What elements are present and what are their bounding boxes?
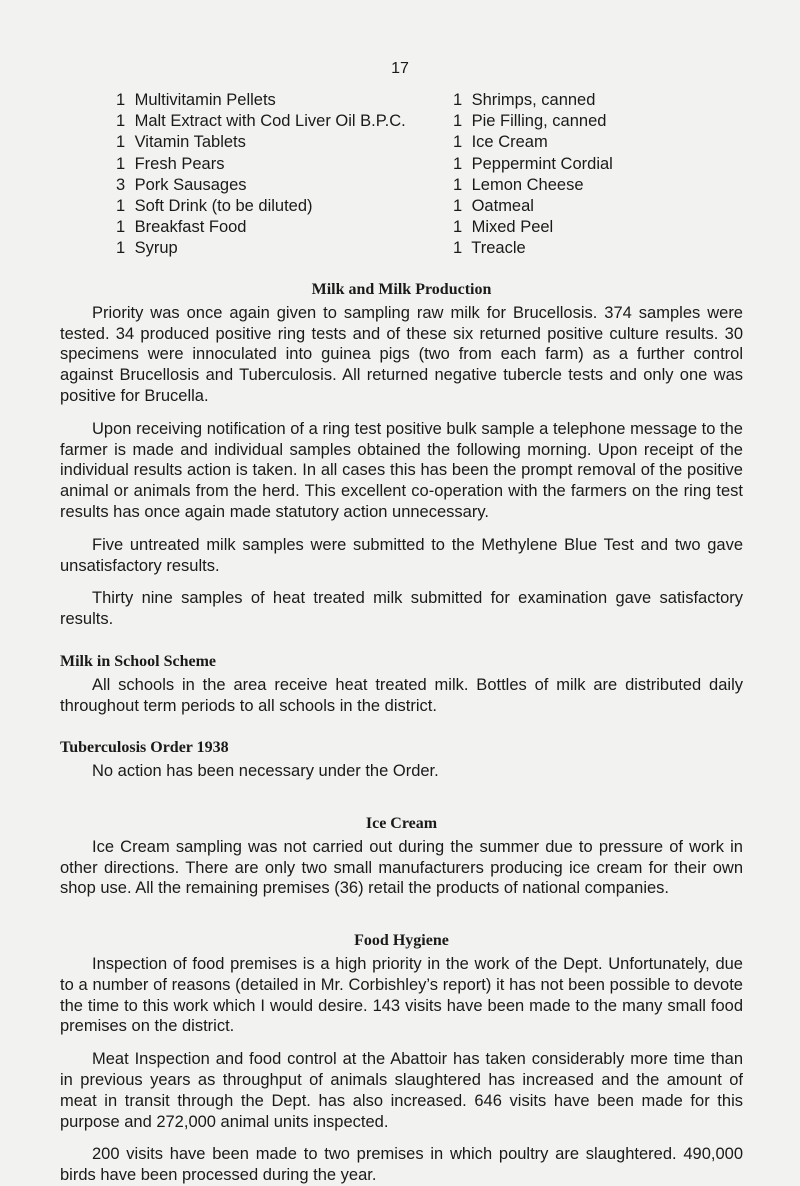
item-qty: 1 [453, 133, 463, 152]
item-qty: 1 [116, 112, 126, 131]
list-item [116, 175, 406, 196]
ice-section-heading: Ice Cream [365, 814, 438, 832]
item-name: Pie Filling, canned [471, 112, 607, 131]
list-item [453, 175, 613, 196]
item-name: Multivitamin Pellets [134, 91, 276, 109]
food-section-heading: Food Hygiene [354, 932, 449, 950]
items-left-column [116, 90, 406, 260]
list-item [116, 132, 406, 153]
item-qty: 1 [116, 218, 126, 237]
list-item [116, 238, 406, 259]
item-qty: 1 [453, 91, 463, 109]
milk-paragraph-4: Thirty nine samples of heat treated milk submitted for examination gave satisfactory results. [60, 589, 743, 629]
item-name: Soft Drink (to be diluted) [134, 197, 313, 216]
list-item [453, 238, 613, 259]
list-item [453, 196, 613, 217]
list-item [116, 90, 406, 111]
item-name: Lemon Cheese [471, 175, 584, 194]
item-name: Fresh Pears [134, 154, 225, 173]
ice-paragraph-1: Ice Cream sampling was not carried out during the summer due to pressure of work in other directions. There are only two small manufacturers producing ice cream for their own shop use. All the remaining premises (36) retail the products of national companies. [60, 837, 743, 898]
list-item [453, 217, 613, 238]
food-paragraph-2: Meat Inspection and food control at the Abattoir has taken considerably more time than in previous years as throughput of animals slaughtered has increased and the amount of meat in transit through the Dept. has also increased. 646 visits have been made for this purpose and 272,000 animal units inspected. [60, 1050, 743, 1131]
item-qty: 1 [453, 175, 463, 194]
item-name: Ice Cream [471, 133, 548, 152]
item-qty: 1 [116, 133, 126, 152]
item-name: Treacle [471, 239, 526, 258]
food-paragraph-1: Inspection of food premises is a high priority in the work of the Dept. Unfortunately, due to a number of reasons (detailed in Mr. Corbishley’s report) it has not been possible to devote the time to this work which I would desire. 143 visits have been made to the many small food premises on the district. [60, 954, 743, 1036]
list-item [453, 90, 613, 111]
list-item [116, 111, 406, 132]
item-qty: 1 [453, 154, 463, 173]
milk-paragraph-3: Five untreated milk samples were submitted to the Methylene Blue Test and two gave unsatisfactory results. [60, 535, 743, 575]
tb-section-heading: Tuberculosis Order 1938 [60, 739, 229, 757]
item-name: Oatmeal [471, 197, 534, 216]
list-item [453, 154, 613, 175]
item-qty: 1 [116, 239, 126, 258]
school-section-heading: Milk in School Scheme [60, 652, 217, 670]
list-item [453, 111, 613, 132]
milk-paragraph-1: Priority was once again given to sampling raw milk for Brucellosis. 374 samples were tested. 34 produced positive ring tests and of these six returned positive culture results. 30 specimens were innoculated into guinea pigs (two from each farm) as a further control against Brucellosis and Tuberculosis. All returned negative tubercle tests and only one was positive for Brucella. [60, 303, 743, 405]
item-name: Shrimps, canned [471, 91, 596, 109]
page-number: 17 [391, 60, 409, 77]
item-name: Pork Sausages [134, 175, 247, 194]
items-right-column [453, 90, 613, 260]
list-item [116, 217, 406, 238]
food-paragraph-3: 200 visits have been made to two premises in which poultry are slaughtered. 490,000 birds have been processed during the year. [60, 1145, 743, 1185]
item-qty: 1 [453, 197, 463, 216]
item-qty: 1 [453, 112, 463, 131]
report-body [60, 280, 743, 1186]
item-name: Malt Extract with Cod Liver Oil B.P.C. [134, 112, 406, 131]
list-item [116, 196, 406, 217]
item-name: Syrup [134, 239, 178, 258]
item-name: Mixed Peel [471, 218, 554, 237]
item-qty: 1 [453, 218, 463, 237]
item-name: Vitamin Tablets [134, 133, 246, 152]
item-qty: 1 [116, 154, 126, 173]
item-qty: 1 [116, 197, 126, 216]
list-item [116, 154, 406, 175]
item-qty: 3 [116, 175, 126, 194]
school-paragraph-1: All schools in the area receive heat treated milk. Bottles of milk are distributed daily throughout term periods to all schools in the district. [60, 675, 743, 715]
milk-section-heading: Milk and Milk Production [311, 281, 492, 298]
tb-paragraph-1: No action has been necessary under the Order. [92, 762, 439, 781]
item-qty: 1 [116, 91, 126, 109]
item-qty: 1 [453, 239, 463, 258]
item-name: Peppermint Cordial [471, 154, 613, 173]
list-item [453, 132, 613, 153]
item-name: Breakfast Food [134, 218, 247, 237]
milk-paragraph-2: Upon receiving notification of a ring test positive bulk sample a telephone message to the farmer is made and individual samples obtained the following morning. Upon receipt of the individual results action is taken. In all cases this has been the prompt removal of the positive animal or animals from the herd. This excellent co-operation with the farmers on the ring test results has once again made statutory action unnecessary. [60, 419, 743, 521]
